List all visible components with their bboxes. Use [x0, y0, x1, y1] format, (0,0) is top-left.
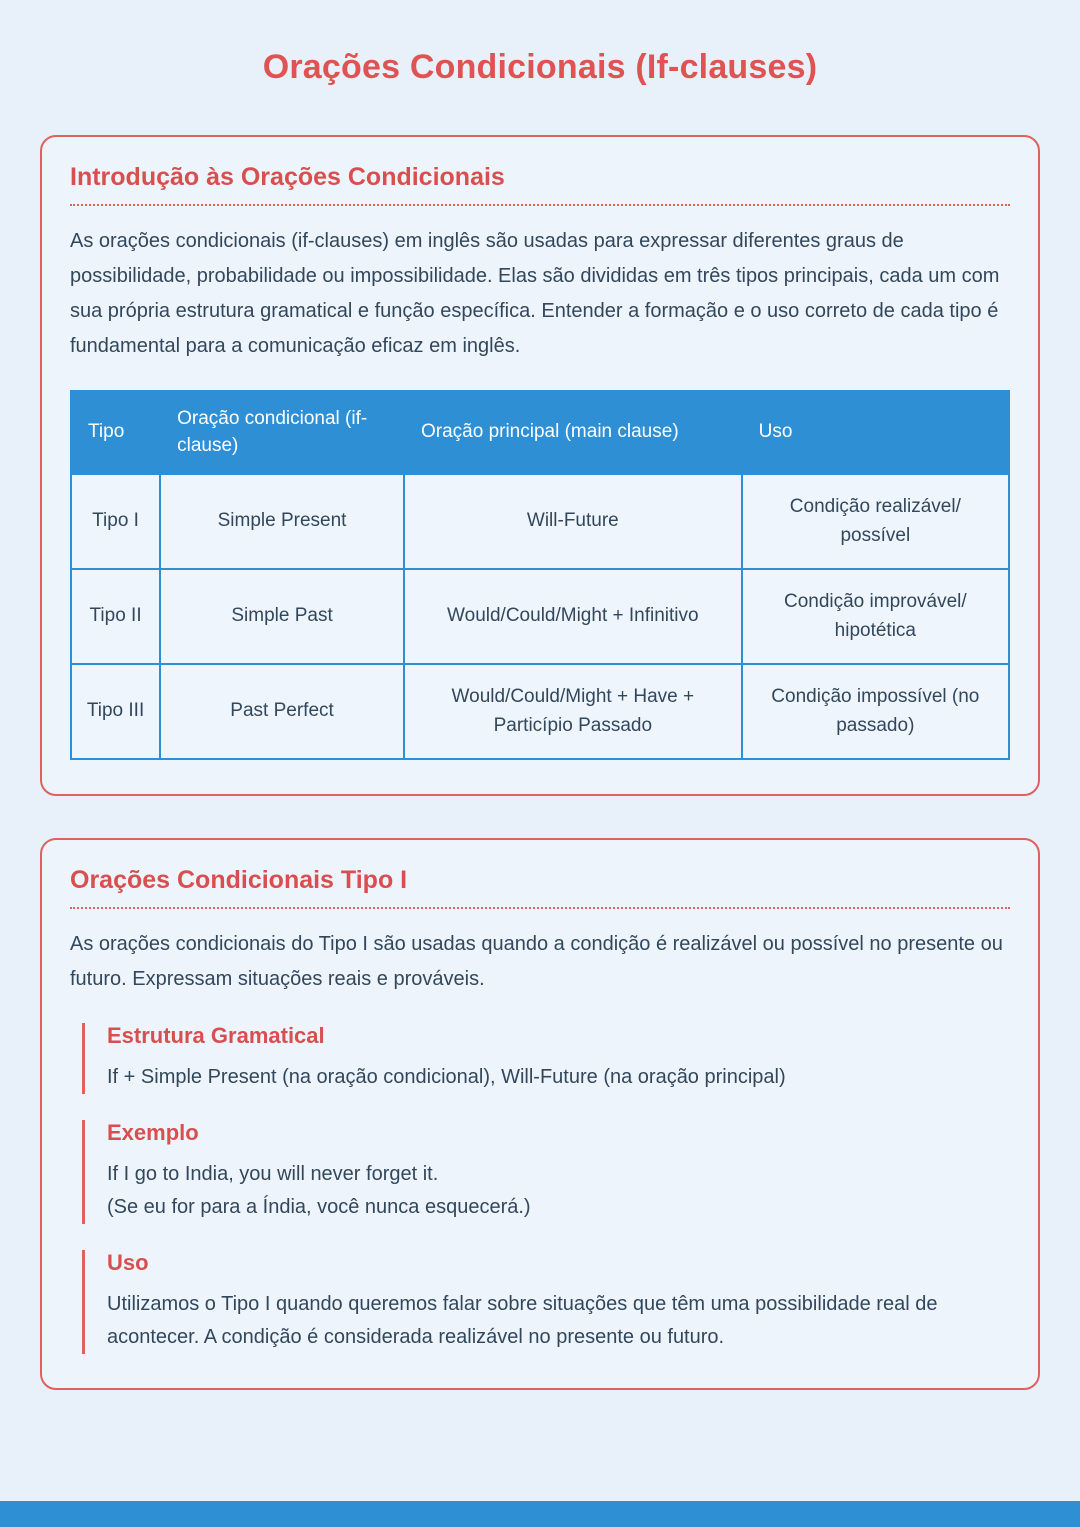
subsection-text: Utilizamos o Tipo I quando queremos falar sobre situações que têm uma possibilidade real de acontecer. A condição é considerada realizável no presente ou futuro. [107, 1293, 938, 1349]
table-row-tipo-3 [71, 664, 1009, 759]
tipo-1-paragraph: As orações condicionais do Tipo I são usadas quando a condição é realizável ou possível no presente ou futuro. Expressam situações reais e prováveis. [70, 933, 1003, 991]
cell-tipo-1-main-clause: Will-Future [404, 474, 742, 569]
cell-tipo-2-uso: Condição improvável/ hipotética [742, 569, 1009, 664]
table-header-tipo: Tipo [71, 391, 160, 474]
table-header-if-clause: Oração condicional (if-clause) [160, 391, 404, 474]
subsection-text-translation: (Se eu for para a Índia, você nunca esquecerá.) [107, 1196, 531, 1219]
tipo-1-section-heading: Orações Condicionais Tipo I [70, 866, 1010, 909]
footer-accent-bar [0, 1501, 1080, 1527]
subsection-heading: Exemplo [107, 1120, 199, 1146]
table-header-main-clause: Oração principal (main clause) [404, 391, 742, 474]
subsection-text-english: If I go to India, you will never forget it. [107, 1163, 439, 1186]
conditionals-table [70, 390, 1010, 760]
cell-tipo-3-uso: Condição impossível (no passado) [742, 664, 1009, 759]
page-title: Orações Condicionais (If-clauses) [262, 48, 818, 86]
cell-tipo-2-name: Tipo II [71, 569, 160, 664]
section-introduction [40, 135, 1040, 796]
table-header-uso: Uso [742, 391, 1009, 474]
table-row-tipo-1 [71, 474, 1009, 569]
cell-tipo-3-name: Tipo III [71, 664, 160, 759]
subsection-text: If + Simple Present (na oração condicional), Will-Future (na oração principal) [107, 1066, 786, 1089]
section-tipo-1 [40, 838, 1040, 1390]
table-row-tipo-2 [71, 569, 1009, 664]
subsection-heading: Estrutura Gramatical [107, 1023, 325, 1049]
cell-tipo-3-main-clause: Would/Could/Might + Have + Particípio Passado [404, 664, 742, 759]
cell-tipo-1-uso: Condição realizável/ possível [742, 474, 1009, 569]
table-header-row [71, 391, 1009, 474]
intro-section-heading: Introdução às Orações Condicionais [70, 163, 1010, 206]
cell-tipo-1-if-clause: Simple Present [160, 474, 404, 569]
cell-tipo-1-name: Tipo I [71, 474, 160, 569]
subsection-estrutura-gramatical [82, 1023, 1010, 1094]
cell-tipo-2-main-clause: Would/Could/Might + Infinitivo [404, 569, 742, 664]
cell-tipo-3-if-clause: Past Perfect [160, 664, 404, 759]
subsection-heading: Uso [107, 1250, 149, 1276]
subsection-exemplo [82, 1120, 1010, 1224]
cell-tipo-2-if-clause: Simple Past [160, 569, 404, 664]
intro-paragraph: As orações condicionais (if-clauses) em inglês são usadas para expressar diferentes graus de possibilidade, probabilidade ou impossibilidade. Elas são divididas em três tipos principais, cada um com sua própria estrutura gramatical e função específica. Entender a formação e o uso correto de cada tipo é fundamental para a comunicação eficaz em inglês. [70, 230, 1000, 357]
subsection-uso [82, 1250, 1010, 1354]
